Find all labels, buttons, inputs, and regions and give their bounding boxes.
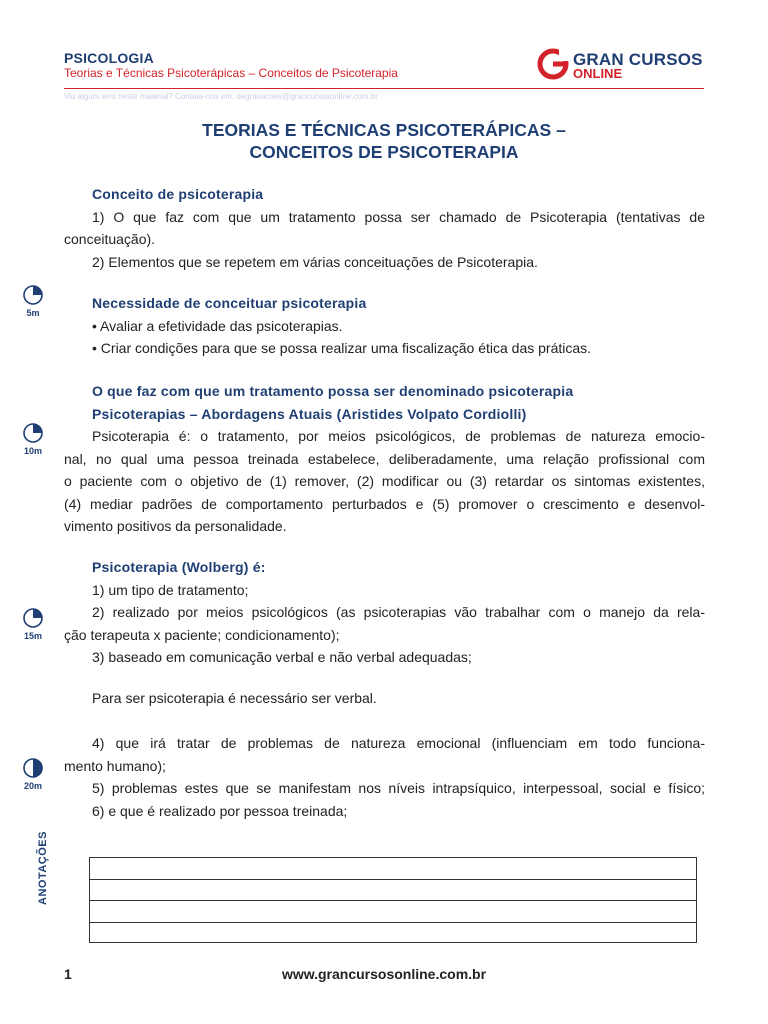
paragraph-line: o paciente com o objetivo de (1) remover, (2) modificar ou (3) retardar os sintomas existentes, — [64, 473, 705, 489]
timer-progress-fill — [33, 286, 42, 295]
annotations-box[interactable] — [89, 857, 697, 943]
timer-clock-icon — [22, 757, 44, 779]
section-heading: Conceito de psicoterapia — [92, 186, 264, 202]
header-subject: PSICOLOGIA — [64, 50, 154, 66]
bullet-item: • Avaliar a efetividade das psicoterapias. — [92, 317, 343, 334]
timer-label: 5m — [26, 308, 40, 318]
annotation-line[interactable] — [90, 901, 696, 923]
section-heading: O que faz com que um tratamento possa ser denominado psicoterapia — [92, 383, 574, 399]
list-item: 6) e que é realizado por pessoa treinada; — [92, 802, 348, 819]
logo-text-online: ONLINE — [573, 66, 623, 81]
footer-url[interactable]: www.grancursosonline.com.br — [281, 966, 487, 982]
timer-progress-fill — [33, 424, 42, 433]
timer-label: 20m — [23, 781, 42, 791]
header-subtitle: Teorias e Técnicas Psicoterápicas – Conceitos de Psicoterapia — [64, 66, 398, 80]
contact-line[interactable]: Viu algum erro neste material? Contate-nos em: degravacoes@grancursosonline.com.br — [64, 92, 378, 101]
section-wolberg-continued — [64, 732, 705, 822]
paragraph-line: conceituação). — [64, 231, 156, 247]
list-item: 2) realizado por meios psicológicos (as psicoterapias vão trabalhar com o manejo da rela- — [92, 604, 705, 620]
timer-5m — [21, 284, 45, 318]
list-item: ção terapeuta x paciente; condicionamento); — [64, 626, 340, 643]
paragraph-line: 2) Elementos que se repetem em várias conceituações de Psicoterapia. — [92, 253, 538, 270]
list-item: 1) um tipo de tratamento; — [92, 581, 249, 598]
timer-label: 10m — [23, 446, 42, 456]
paragraph-line: vimento positivos da personalidade. — [64, 518, 287, 534]
page-title — [64, 119, 704, 163]
timer-label: 15m — [23, 631, 42, 641]
paragraph-line: (4) mediar padrões de comportamento perturbados e (5) promover o crescimento e desenvol- — [64, 495, 705, 512]
logo-g-icon — [537, 48, 569, 80]
timer-clock-icon — [22, 607, 44, 629]
bullet-item: • Criar condições para que se possa realizar uma fiscalização ética das práticas. — [92, 340, 592, 356]
timer-clock-icon — [22, 284, 44, 306]
section-o-que-faz — [64, 380, 705, 538]
header-rule — [64, 88, 704, 89]
paragraph-line: nal, no qual uma pessoa treinada estabelece, deliberadamente, uma relação profissional com — [64, 450, 705, 467]
note-paragraph: Para ser psicoterapia é necessário ser verbal. — [92, 690, 377, 706]
timer-progress-fill — [33, 609, 42, 618]
page-number: 1 — [64, 966, 72, 982]
title-line-2: CONCEITOS DE PSICOTERAPIA — [249, 142, 519, 162]
annotations-label: ANOTAÇÕES — [37, 831, 49, 905]
annotation-line[interactable] — [90, 880, 696, 902]
section-heading: Necessidade de conceituar psicoterapia — [92, 295, 367, 311]
section-heading: Psicoterapia (Wolberg) é: — [92, 559, 266, 575]
section-conceito — [64, 183, 705, 273]
timer-15m — [21, 607, 45, 641]
timer-20m — [21, 757, 45, 791]
title-line-1: TEORIAS E TÉCNICAS PSICOTERÁPICAS – — [202, 120, 566, 140]
paragraph-line: 1) O que faz com que um tratamento possa ser chamado de Psicoterapia (tentativas de — [92, 208, 705, 225]
section-wolberg — [64, 556, 705, 669]
section-subheading: Psicoterapias – Abordagens Atuais (Aristides Volpato Cordiolli) — [92, 405, 527, 422]
annotation-line[interactable] — [90, 858, 696, 880]
list-item: 4) que irá tratar de problemas de natureza emocional (influenciam em todo funciona- — [92, 735, 705, 751]
list-item: mento humano); — [64, 757, 166, 774]
list-item: 5) problemas estes que se manifestam nos níveis intrapsíquico, interpessoal, social e físico; — [92, 780, 705, 796]
timer-10m — [21, 422, 45, 456]
paragraph-line: Psicoterapia é: o tratamento, por meios psicológicos, de problemas de natureza emocio- — [92, 428, 705, 444]
brand-logo — [537, 48, 709, 82]
logo-text-gran-cursos: GRAN CURSOS — [573, 50, 703, 69]
timer-progress-fill — [33, 759, 42, 777]
section-necessidade — [64, 292, 705, 360]
timer-clock-icon — [22, 422, 44, 444]
list-item: 3) baseado em comunicação verbal e não verbal adequadas; — [92, 649, 472, 665]
annotation-line[interactable] — [90, 923, 696, 945]
